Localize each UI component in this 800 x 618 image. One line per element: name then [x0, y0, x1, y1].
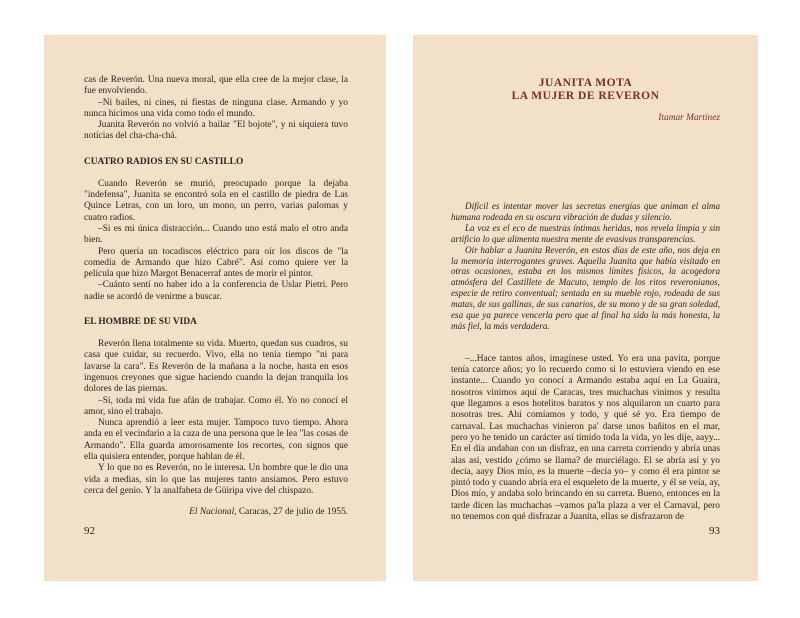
paragraph: Juanita Reverón no volvió a bailar "El bojote", y ni siquiera tuvo noticias del cha-cha-chá. — [84, 120, 348, 142]
paragraph: Cuando Reverón se murió, preocupado porque la dejaba "indefensa", Juanita se encontró sola en el castillo de piedra de Las Quince Letras, con un loro, un mono, un perro, varias palomas y cuatro radios. — [84, 178, 348, 223]
section-hombre-text — [84, 339, 348, 497]
paragraph: Reverón llena totalmente su vida. Muerto, quedan sus cuadros, su casa que cuidar, su recuerdo. Vivo, ella no tenía tiempo "ni para lavarse la cara". Es Reverón de la mañana a la noche, hasta en esos ingenuos creyones que sigue haciendo cuando la dejan tranquila los dolores de las piernas. — [84, 339, 348, 395]
paragraph: –Si es mi única distracción... Cuando uno está malo el otro anda bien. — [84, 223, 348, 246]
section-heading-hombre: EL HOMBRE DE SU VIDA — [84, 317, 197, 328]
source-date: Caracas, 27 de julio de 1955. — [236, 507, 348, 518]
right-page — [413, 35, 758, 581]
title-line-1: JUANITA MOTA — [538, 77, 633, 89]
paragraph: cas de Reverón. Una nueva moral, que ella cree de la mejor clase, la fue envolviendo. — [84, 75, 348, 97]
paragraph: Difícil es intentar mover las secretas energías que animan el alma humana rodeada en su oscura vibración de dudas y silencio. — [451, 201, 720, 222]
paragraph: –Ni bailes, ni cines, ni fiestas de ninguna clase. Armando y yo nunca hicimos una vida como todo el mundo. — [84, 97, 348, 119]
paragraph: Y lo que no es Reverón, no le interesa. Un hombre que le dio una vida a medias, sin lo que las mujeres tanto ansiamos. Pero estuvo cerca del genio. Y la analfabeta de Güiripa vive del chispazo. — [84, 463, 348, 496]
source-name: El Nacional, — [189, 507, 237, 518]
source-signature — [84, 507, 348, 517]
page-number: 93 — [709, 525, 720, 537]
interview-text — [451, 354, 720, 523]
paragraph: Nunca aprendió a leer esta mujer. Tampoco tuvo tiempo. Ahora anda en el vecindario a la caza de una persona que le lea "las cosas de Armando". Ella guarda amorosamente los recortes, con signos que ella quisiera entender, porque hablan de él. — [84, 418, 348, 463]
page-number: 92 — [84, 525, 95, 537]
paragraph: –Cuánto sentí no haber ido a la conferencia de Uslar Pietri. Pero nadie se acordó de venirme a buscar. — [84, 280, 348, 302]
paragraph: –Sí, toda mi vida fue afán de trabajar. Como él. Yo no conocí el amor, sino el trabajo. — [84, 395, 348, 417]
paragraph: La voz es el eco de nuestras íntimas heridas, nos revela limpia y sin artificio lo que alimenta nuestra mente de evasivas transparencias. — [451, 222, 720, 244]
section-castillo-text — [84, 179, 348, 303]
article-title — [451, 77, 720, 103]
paragraph: –...Hace tantos años, imagínese usted. Yo era una pavita, porque tenía catorce años; yo lo recuerdo como si lo estuviera viendo en ese instante... Cuando yo conocí a Armando estaba aquí en La Guaira, nosotros vinimos aquí de Caracas, tres muchachas vinimos y resulta que llegamos a esos hotelitos baratos y nos alquilaron un cuarto para nosotras tres. Ahí comíamos y todo, y qué sé yo. Era tiempo de carnaval. Las muchachas vinieron pa' darse unos bañitos en el mar, pero yo he tenido un carácter así tímido toda la vida, yo les dije, aayy... En el día andaban con un disfraz, en una carreta corriendo y abría unas alas así, vestido ¿cómo se llama? de murciélago. El se abría así y yo decía, aayy Dios mío, es la muerte –decía yo– y como él era pintor se pintó todo y cuando abría era el esqueleto de la muerte, y él se veía, ay, Dios mío, y andaba solo brincando en su carreta. Bueno, entonces en la tarde dicen las muchachas –vamos pa'la plaza a ver el Carnaval, pero no tenemos con qué disfrazar a Juanita, ellas se disfrazaron de — [451, 353, 720, 523]
left-page — [44, 35, 386, 581]
italic-intro — [451, 201, 720, 332]
section-heading-castillo: CUATRO RADIOS EN SU CASTILLO — [84, 156, 244, 167]
left-intro-text — [84, 75, 348, 143]
paragraph: Oír hablar a Juanita Reverón, en estos días de este año, nos deja en la memoria interrogantes graves. Aquella Juanita que había visitado en otras ocasiones, estaba en los mismos límites físicos, la acogedora atmósfera del Castillete de Macuto, templo de los ritos reveronianos, especie de retiro conventual; sentada en su mueble rojo, rodeada de sus matas, de sus gallinas, de sus canarios, de su mono y de su gran soledad, esa que ya parece vencerla pero que al final ha sido la más honesta, la más fiel, la más verdadera. — [451, 244, 720, 331]
title-line-2: LA MUJER DE REVERON — [511, 90, 660, 102]
paragraph: Pero quería un tocadiscos eléctrico para oír los discos de "la comedia de Armando que hizo Cabré". Así como quiere ver la película que hizo Margot Benacerraf antes de morir el pintor. — [84, 246, 348, 280]
author-name: Itamar Martínez — [658, 113, 720, 123]
